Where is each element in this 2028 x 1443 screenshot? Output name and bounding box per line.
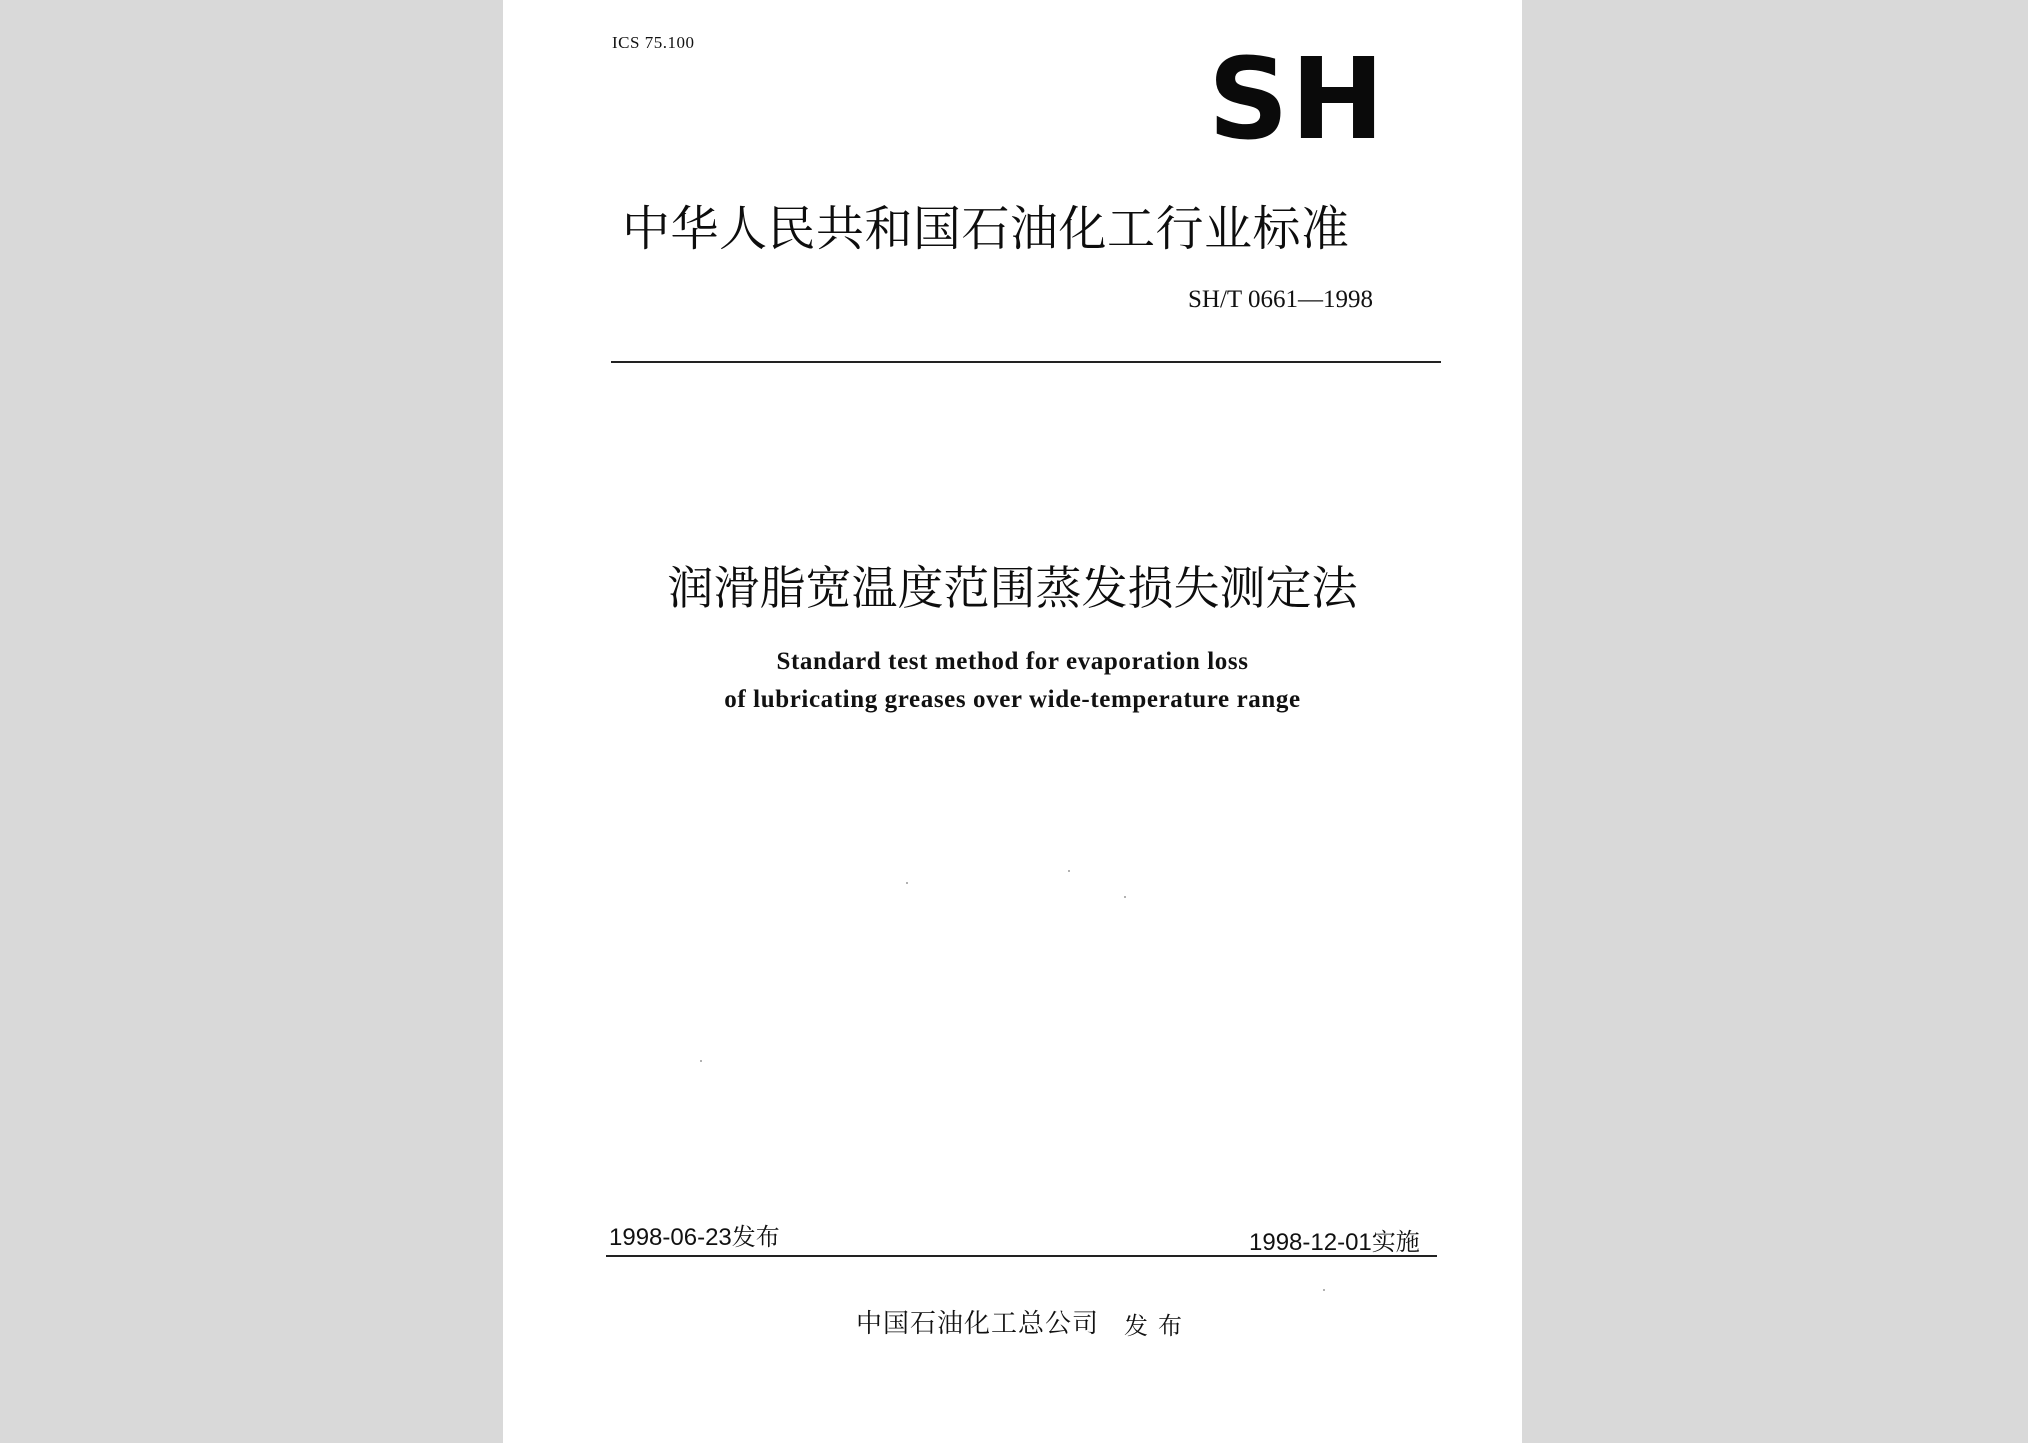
document-title-cn: 润滑脂宽温度范围蒸发损失测定法 — [667, 561, 1358, 615]
implementation-date: 1998-12-01实施 — [1249, 1229, 1420, 1256]
scan-speck — [1323, 1289, 1325, 1291]
publish-label: 发布 — [1124, 1312, 1192, 1340]
standard-title: 中华人民共和国石油化工行业标准 — [622, 201, 1350, 257]
publisher-name: 中国石油化工总公司 — [856, 1309, 1100, 1339]
scan-speck — [906, 882, 908, 884]
scan-speck — [1124, 896, 1126, 898]
document-title-en-line-1: Standard test method for evaporation loss — [776, 648, 1249, 675]
standard-code: SH/T 0661—1998 — [1188, 286, 1373, 313]
document-title-en-line-2: of lubricating greases over wide-temperature range — [724, 686, 1301, 713]
header-divider — [611, 361, 1441, 363]
document-page — [503, 0, 1522, 1443]
footer-divider — [606, 1255, 1437, 1257]
ics-code: ICS 75.100 — [612, 33, 695, 52]
scan-speck — [1068, 870, 1070, 872]
sh-logo: SH — [1208, 35, 1387, 165]
scan-speck — [700, 1060, 702, 1062]
issue-date: 1998-06-23发布 — [609, 1224, 780, 1251]
